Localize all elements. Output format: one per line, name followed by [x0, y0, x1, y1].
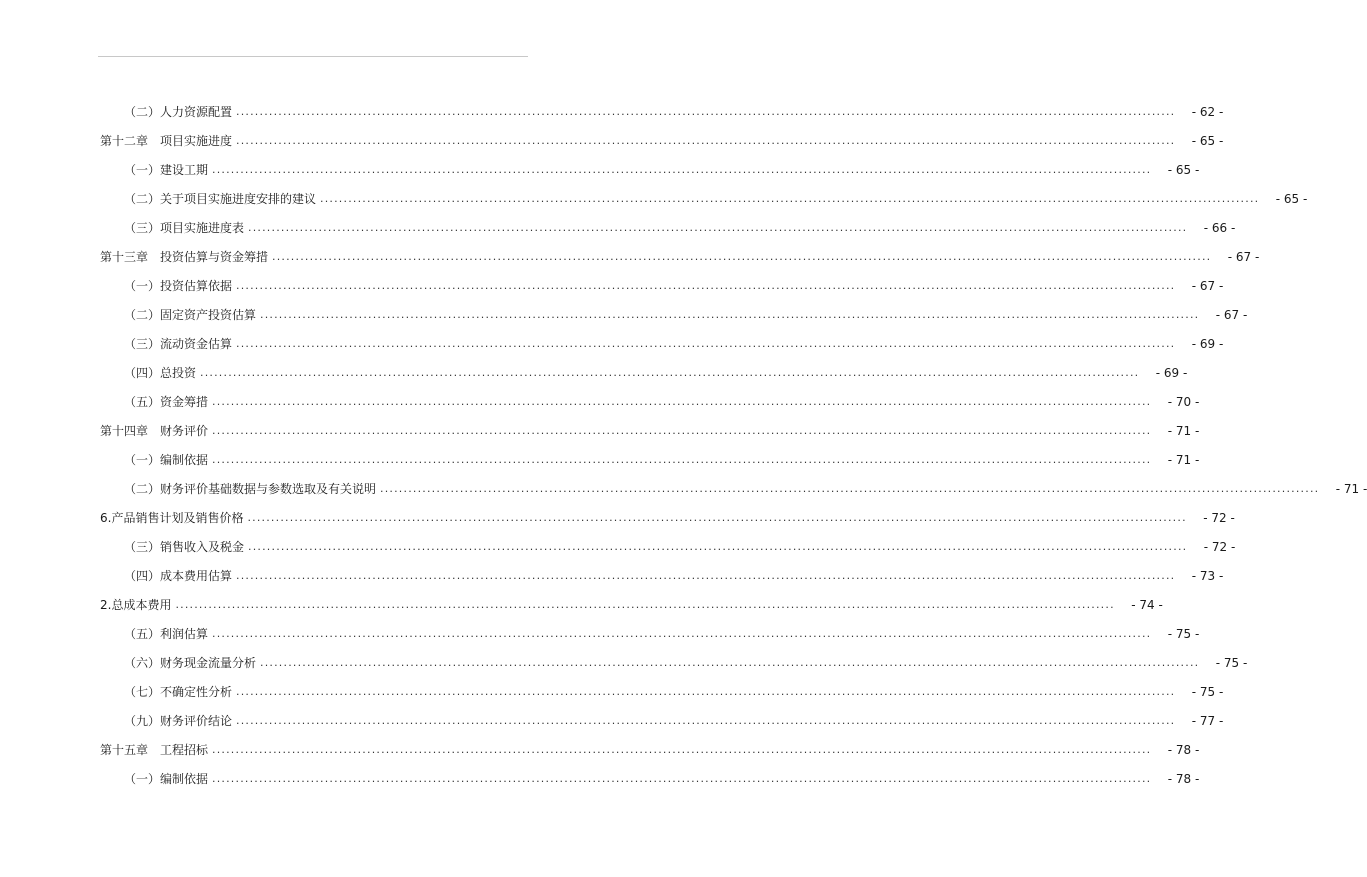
dot-leader: ........................................................................................................................................................................................................ [248, 540, 1188, 553]
dot-leader: ........................................................................................................................................................................................................ [380, 482, 1320, 495]
toc-entry-label: （二）财务评价基础数据与参数选取及有关说明 [124, 482, 377, 496]
toc-entry-page: - 65 - [1167, 163, 1200, 177]
toc-entry-label: （六）财务现金流量分析 [124, 656, 257, 670]
toc-entry-label: （一）编制依据 [124, 453, 209, 467]
toc-entry[interactable] [124, 102, 1224, 122]
dot-leader: ........................................................................................................................................................................................................ [248, 221, 1188, 234]
dot-leader: ........................................................................................................................................................................................................ [236, 337, 1176, 350]
dot-leader: ........................................................................................................................................................................................................ [260, 308, 1200, 321]
toc-entry-page: - 75 - [1191, 685, 1224, 699]
toc-entry-page: - 71 - [1167, 453, 1200, 467]
dot-leader: ........................................................................................................................................................................................................ [260, 656, 1200, 669]
dot-leader: ........................................................................................................................................................................................................ [236, 569, 1176, 582]
toc-entry-page: - 65 - [1191, 134, 1224, 148]
dot-leader: ........................................................................................................................................................................................................ [212, 395, 1152, 408]
toc-entry-label: （四）总投资 [124, 366, 197, 380]
toc-entry[interactable] [124, 566, 1224, 586]
toc-entry[interactable] [124, 479, 1367, 499]
dot-leader: ........................................................................................................................................................................................................ [212, 453, 1152, 466]
dot-leader: ........................................................................................................................................................................................................ [272, 250, 1212, 263]
toc-entry-label: （二）固定资产投资估算 [124, 308, 257, 322]
toc-entry[interactable] [124, 769, 1200, 789]
toc-entry-page: - 77 - [1191, 714, 1224, 728]
toc-entry[interactable] [124, 624, 1200, 644]
toc-entry-label: 第十四章 财务评价 [100, 424, 209, 438]
toc-entry-label: （五）资金筹措 [124, 395, 209, 409]
toc-entry[interactable] [124, 218, 1236, 238]
dot-leader: ........................................................................................................................................................................................................ [320, 192, 1260, 205]
toc-entry[interactable] [124, 653, 1248, 673]
dot-leader: ........................................................................................................................................................................................................ [175, 598, 1115, 611]
toc-entry-label: （一）编制依据 [124, 772, 209, 786]
toc-entry-page: - 67 - [1191, 279, 1224, 293]
toc-entry-label: 第十二章 项目实施进度 [100, 134, 233, 148]
toc-entry[interactable] [124, 334, 1224, 354]
toc-entry-label: 2.总成本费用 [100, 598, 172, 612]
toc-entry-page: - 75 - [1167, 627, 1200, 641]
toc-entry-page: - 78 - [1167, 743, 1200, 757]
dot-leader: ........................................................................................................................................................................................................ [212, 743, 1152, 756]
dot-leader: ........................................................................................................................................................................................................ [247, 511, 1187, 524]
toc-entry[interactable] [124, 276, 1224, 296]
dot-leader: ........................................................................................................................................................................................................ [212, 163, 1152, 176]
toc-entry-label: （三）销售收入及税金 [124, 540, 245, 554]
toc-entry-page: - 67 - [1227, 250, 1260, 264]
toc-entry[interactable] [124, 305, 1248, 325]
toc-entry[interactable] [124, 392, 1200, 412]
dot-leader: ........................................................................................................................................................................................................ [236, 105, 1176, 118]
toc-entry-page: - 73 - [1191, 569, 1224, 583]
toc-entry-label: （四）成本费用估算 [124, 569, 233, 583]
toc-entry-label: 第十三章 投资估算与资金筹措 [100, 250, 269, 264]
dot-leader: ........................................................................................................................................................................................................ [212, 772, 1152, 785]
toc-entry[interactable] [124, 537, 1236, 557]
toc-entry-label: （三）流动资金估算 [124, 337, 233, 351]
dot-leader: ........................................................................................................................................................................................................ [236, 714, 1176, 727]
toc-entry-label: （五）利润估算 [124, 627, 209, 641]
toc-entry[interactable] [124, 160, 1200, 180]
toc-entry[interactable] [100, 131, 1224, 151]
toc-entry[interactable] [124, 682, 1224, 702]
toc-entry-label: （二）人力资源配置 [124, 105, 233, 119]
toc-entry-page: - 70 - [1167, 395, 1200, 409]
toc-entry-page: - 72 - [1203, 511, 1235, 525]
toc-entry-page: - 69 - [1155, 366, 1188, 380]
dot-leader: ........................................................................................................................................................................................................ [212, 424, 1152, 437]
toc-entry[interactable] [124, 189, 1308, 209]
toc-entry-page: - 78 - [1167, 772, 1200, 786]
toc-entry[interactable] [124, 450, 1200, 470]
dot-leader: ........................................................................................................................................................................................................ [236, 134, 1176, 147]
toc-entry-label: （二）关于项目实施进度安排的建议 [124, 192, 317, 206]
toc-entry-page: - 62 - [1191, 105, 1224, 119]
toc-entry-page: - 74 - [1131, 598, 1163, 612]
toc-entry-label: （七）不确定性分析 [124, 685, 233, 699]
toc-entry-page: - 69 - [1191, 337, 1224, 351]
toc-entry-label: （三）项目实施进度表 [124, 221, 245, 235]
toc-entry[interactable] [100, 421, 1200, 441]
toc-entry[interactable] [124, 711, 1224, 731]
toc-entry-page: - 71 - [1167, 424, 1200, 438]
toc-entry-label: （一）投资估算依据 [124, 279, 233, 293]
dot-leader: ........................................................................................................................................................................................................ [200, 366, 1140, 379]
header-rule [98, 56, 528, 57]
toc-entry-label: 6.产品销售计划及销售价格 [100, 511, 244, 525]
toc-entry[interactable] [100, 595, 1163, 615]
toc-entry-page: - 71 - [1335, 482, 1367, 496]
toc-entry-page: - 75 - [1215, 656, 1248, 670]
toc-entry-page: - 67 - [1215, 308, 1248, 322]
dot-leader: ........................................................................................................................................................................................................ [236, 279, 1176, 292]
toc-entry[interactable] [100, 247, 1260, 267]
dot-leader: ........................................................................................................................................................................................................ [236, 685, 1176, 698]
toc-entry-label: （九）财务评价结论 [124, 714, 233, 728]
toc-entry-label: 第十五章 工程招标 [100, 743, 209, 757]
toc-entry-page: - 66 - [1203, 221, 1236, 235]
toc-entry[interactable] [100, 740, 1200, 760]
toc-entry[interactable] [124, 363, 1188, 383]
toc-entry-page: - 72 - [1203, 540, 1236, 554]
toc-entry-page: - 65 - [1275, 192, 1308, 206]
dot-leader: ........................................................................................................................................................................................................ [212, 627, 1152, 640]
toc-entry[interactable] [100, 508, 1235, 528]
toc-entry-label: （一）建设工期 [124, 163, 209, 177]
